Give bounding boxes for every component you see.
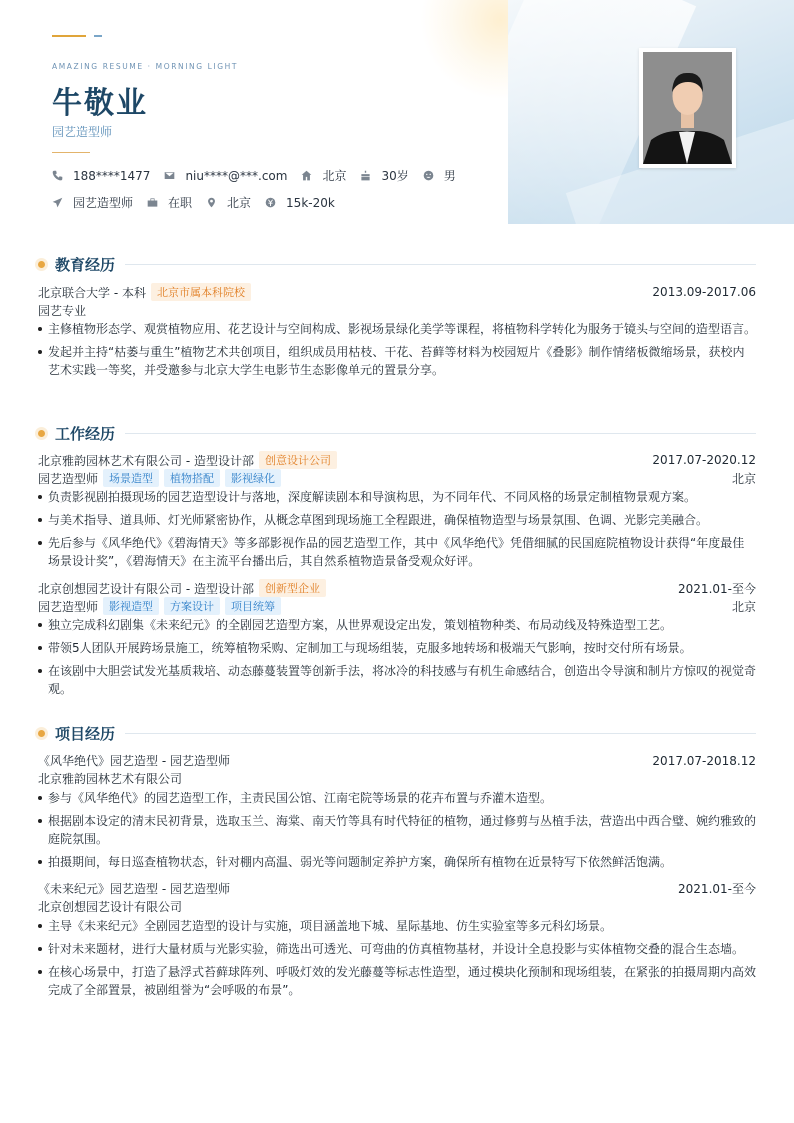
home-icon xyxy=(301,170,312,181)
list-item: 在该剧中大胆尝试发光基质栽培、动态藤蔓装置等创新手法，将冰冷的科技感与有机生命感结合，创造出令导演和制片方惊叹的视觉奇观。 xyxy=(38,662,756,698)
info-age xyxy=(360,167,408,184)
list-item: 主导《未来纪元》全剧园艺造型的设计与实施，项目涵盖地下城、星际基地、仿生实验室等多元科幻场景。 xyxy=(38,917,756,935)
skill-tag: 植物搭配 xyxy=(164,469,220,487)
project-header xyxy=(38,752,756,769)
project-company-line xyxy=(38,898,756,915)
skill-tag: 影视绿化 xyxy=(225,469,281,487)
skill-tag: 方案设计 xyxy=(164,597,220,615)
mail-icon xyxy=(164,170,175,181)
project-name: 《风华绝代》园艺造型 - 园艺造型师 xyxy=(38,754,230,768)
section-divider xyxy=(125,264,756,265)
job-role-line xyxy=(38,597,756,615)
list-item: 发起并主持“枯萎与重生”植物艺术共创项目，组织成员用枯枝、干花、苔藓等材料为校园短片《叠影》制作情绪板微缩场景，获校内艺术实践一等奖，并受邀参与北京大学生电影节生态影像单元的置景分享。 xyxy=(38,343,756,379)
project-company: 北京创想园艺设计有限公司 xyxy=(38,900,183,914)
salary-text: 15k-20k xyxy=(286,195,335,210)
city-text: 北京 xyxy=(322,169,347,183)
section-dot-icon xyxy=(38,430,45,437)
list-item: 在核心场景中，打造了悬浮式苔藓球阵列、呼吸灯效的发光藤蔓等标志性造型，通过模块化预制和现场组装，在紧张的拍摄周期内高效完成了全部置景，被剧组誉为“会呼吸的布景”。 xyxy=(38,963,756,999)
major: 园艺专业 xyxy=(38,304,87,318)
company-name: 北京创想园艺设计有限公司 - 造型设计部 xyxy=(38,581,254,596)
contact-info xyxy=(52,167,470,184)
email-text: niu****@***.com xyxy=(185,168,288,183)
company-tag: 创意设计公司 xyxy=(259,451,337,469)
resume-tagline: AMAZING RESUME · MORNING LIGHT xyxy=(52,62,239,71)
send-icon xyxy=(52,197,63,208)
list-item: 拍摄期间，每日巡查植物状态，针对棚内高温、弱光等问题制定养护方案，确保所有植物在近景特写下依然鲜活饱满。 xyxy=(38,853,756,871)
candidate-name: 牛敬业 xyxy=(52,86,148,121)
project-name: 《未来纪元》园艺造型 - 园艺造型师 xyxy=(38,882,230,896)
section-title: 工作经历 xyxy=(55,425,116,443)
list-item: 先后参与《风华绝代》《碧海情天》等多部影视作品的园艺造型工作，其中《风华绝代》凭借细腻的民国庭院植物设计获得“年度最佳场景设计奖”，《碧海情天》在主流平台播出后，其自然系植物造景备受观众好评。 xyxy=(38,534,756,570)
skill-tag: 项目统筹 xyxy=(225,597,281,615)
candidate-title: 园艺造型师 xyxy=(52,125,113,139)
skill-tag: 场景造型 xyxy=(103,469,159,487)
info-phone xyxy=(52,169,150,183)
info-salary xyxy=(265,196,335,210)
briefcase-icon xyxy=(147,197,158,208)
avatar xyxy=(643,52,732,164)
job-header xyxy=(38,579,756,597)
title-divider xyxy=(52,152,90,153)
project-header xyxy=(38,880,756,897)
info-gender xyxy=(423,167,456,184)
list-item: 针对未来题材，进行大量材质与光影实验，筛选出可透光、可弯曲的仿真植物基材，并设计全息投影与实体植物交叠的混合生态墙。 xyxy=(38,940,756,958)
cake-icon xyxy=(360,170,371,181)
location-pin-icon xyxy=(206,197,217,208)
project-bullets xyxy=(38,917,756,1004)
profile-photo xyxy=(639,48,736,168)
list-item: 主修植物形态学、观赏植物应用、花艺设计与空间构成、影视场景绿化美学等课程，将植物科学转化为服务于镜头与空间的造型语言。 xyxy=(38,320,756,338)
job-city: 北京 xyxy=(731,471,756,486)
money-icon xyxy=(265,197,276,208)
list-item: 带领5人团队开展跨场景施工，统筹植物采购、定制加工与现场组装，克服多地转场和极端天气影响，按时交付所有场景。 xyxy=(38,639,756,657)
section-dot-icon xyxy=(38,261,45,268)
info-email xyxy=(164,169,287,183)
target-city-text: 北京 xyxy=(227,196,252,210)
info-status xyxy=(147,194,192,211)
list-item: 参与《风华绝代》的园艺造型工作，主责民国公馆、江南宅院等场景的花卉布置与乔灌木造型。 xyxy=(38,789,756,807)
list-item: 根据剧本设定的清末民初背景，选取玉兰、海棠、南天竹等具有时代特征的植物，通过修剪与丛植手法，营造出中西合璧、婉约雅致的庭院氛围。 xyxy=(38,812,756,848)
school-name: 北京联合大学 - 本科 xyxy=(38,285,146,300)
education-major-line xyxy=(38,302,756,319)
project-date: 2017.07-2018.12 xyxy=(652,753,756,768)
job-bullets xyxy=(38,616,756,703)
phone-icon xyxy=(52,170,63,181)
job-role: 园艺造型师 xyxy=(38,599,99,614)
job-role-line xyxy=(38,469,756,487)
job-intent-info xyxy=(52,194,349,211)
job-header xyxy=(38,451,756,469)
list-item: 负责影视剧拍摄现场的园艺造型设计与落地，深度解读剧本和导演构思，为不同年代、不同风格的场景定制植物景观方案。 xyxy=(38,488,756,506)
section-title: 项目经历 xyxy=(55,725,116,743)
position-text: 园艺造型师 xyxy=(73,196,134,210)
project-company-line xyxy=(38,770,756,787)
phone-text: 188****1477 xyxy=(73,168,151,183)
job-bullets xyxy=(38,488,756,575)
section-divider xyxy=(125,433,756,434)
project-date: 2021.01-至今 xyxy=(678,882,756,896)
gender-text: 男 xyxy=(443,169,456,183)
age-text: 30岁 xyxy=(381,169,409,183)
project-bullets xyxy=(38,789,756,876)
company-name: 北京雅韵园林艺术有限公司 - 造型设计部 xyxy=(38,453,254,468)
face-icon xyxy=(423,170,434,181)
education-entry-header xyxy=(38,283,756,301)
projects-section-header xyxy=(38,723,756,744)
job-date: 2017.07-2020.12 xyxy=(652,453,756,467)
education-section-header xyxy=(38,254,756,275)
job-city: 北京 xyxy=(731,599,756,614)
education-date: 2013.09-2017.06 xyxy=(652,285,756,299)
project-company: 北京雅韵园林艺术有限公司 xyxy=(38,772,183,786)
status-text: 在职 xyxy=(168,196,193,210)
company-tag: 创新型企业 xyxy=(259,579,326,597)
job-role: 园艺造型师 xyxy=(38,471,99,486)
list-item: 与美术指导、道具师、灯光师紧密协作，从概念草图到现场施工全程跟进，确保植物造型与场景氛围、色调、光影完美融合。 xyxy=(38,511,756,529)
section-dot-icon xyxy=(38,730,45,737)
section-title: 教育经历 xyxy=(55,256,116,274)
resume-header xyxy=(0,0,794,224)
list-item: 独立完成科幻剧集《未来纪元》的全剧园艺造型方案，从世界观设定出发，策划植物种类、布局动线及特殊造型工艺。 xyxy=(38,616,756,634)
info-city xyxy=(301,167,346,184)
education-bullets xyxy=(38,320,756,384)
work-section-header xyxy=(38,423,756,444)
info-position xyxy=(52,194,133,211)
section-divider xyxy=(125,733,756,734)
info-target-city xyxy=(206,194,251,211)
job-date: 2021.01-至今 xyxy=(678,581,756,596)
skill-tag: 影视造型 xyxy=(103,597,159,615)
school-tag: 北京市属本科院校 xyxy=(151,283,251,301)
